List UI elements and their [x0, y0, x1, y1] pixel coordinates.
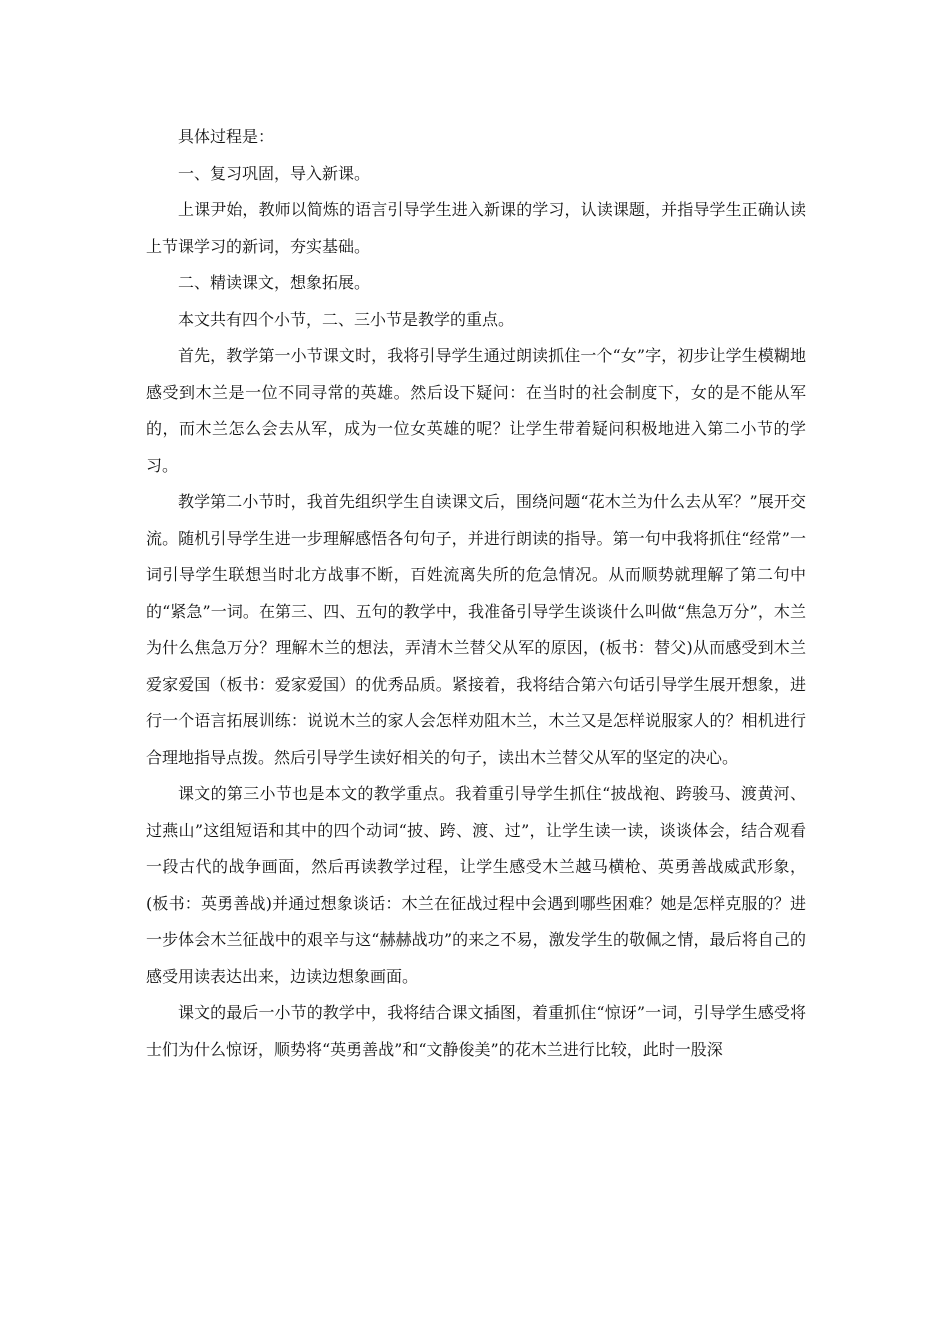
paragraph-review: 上课尹始，教师以简炼的语言引导学生进入新课的学习，认读课题，并指导学生正确认读上节课学习的新词，夯实基础。	[146, 200, 806, 256]
paragraph-section-three: 课文的第三小节也是本文的教学重点。我着重引导学生抓住“披战袍、跨骏马、渡黄河、过燕山”这组短语和其中的四个动词“披、跨、渡、过”，让学生读一读，谈谈体会，结合观看一段古代的战争画面，然后再读教学过程，让学生感受木兰越马横枪、英勇善战威武形象，(板书：英勇善战)并通过想象谈话：木兰在征战过程中会遇到哪些困难？她是怎样克服的？进一步体会木兰征战中的艰辛与这“赫赫战功”的来之不易，激发学生的敬佩之情，最后将自己的感受用读表达出来，边读边想象画面。	[146, 784, 806, 986]
paragraph-process-intro: 具体过程是：	[178, 127, 275, 146]
paragraph-section-one: 首先，教学第一小节课文时，我将引导学生通过朗读抓住一个“女”字，初步让学生模糊地感受到木兰是一位不同寻常的英雄。然后设下疑问：在当时的社会制度下，女的是不能从军的，而木兰怎么会去从军，成为一位女英雄的呢？让学生带着疑问积极地进入第二小节的学习。	[146, 346, 806, 475]
document-body	[146, 119, 806, 1068]
paragraph-section-four: 课文的最后一小节的教学中，我将结合课文插图，着重抓住“惊讶”一词，引导学生感受将士们为什么惊讶，顺势将“英勇善战”和“文静俊美”的花木兰进行比较，此时一股深	[146, 1003, 806, 1059]
paragraph-structure: 本文共有四个小节，二、三小节是教学的重点。	[178, 309, 515, 329]
section-heading-reading: 二、精读课文，想象拓展。	[178, 273, 371, 292]
paragraph-section-two: 教学第二小节时，我首先组织学生自读课文后，围绕问题“花木兰为什么去从军？”展开交流。随机引导学生进一步理解感悟各句句子，并进行朗读的指导。第一句中我将抓住“经常”一词引导学生联想当时北方战事不断，百姓流离失所的危急情况。从而顺势就理解了第二句中的“紧急”一词。在第三、四、五句的教学中，我准备引导学生谈谈什么叫做“焦急万分”，木兰为什么焦急万分？理解木兰的想法，弄清木兰替父从军的原因，(板书：替父)从而感受到木兰爱家爱国（板书：爱家爱国）的优秀品质。紧接着，我将结合第六句话引导学生展开想象，进行一个语言拓展训练：说说木兰的家人会怎样劝阻木兰，木兰又是怎样说服家人的？相机进行合理地指导点拨。然后引导学生读好相关的句子，读出木兰替父从军的坚定的决心。	[146, 492, 806, 767]
section-heading-review: 一、复习巩固，导入新课。	[178, 163, 371, 183]
